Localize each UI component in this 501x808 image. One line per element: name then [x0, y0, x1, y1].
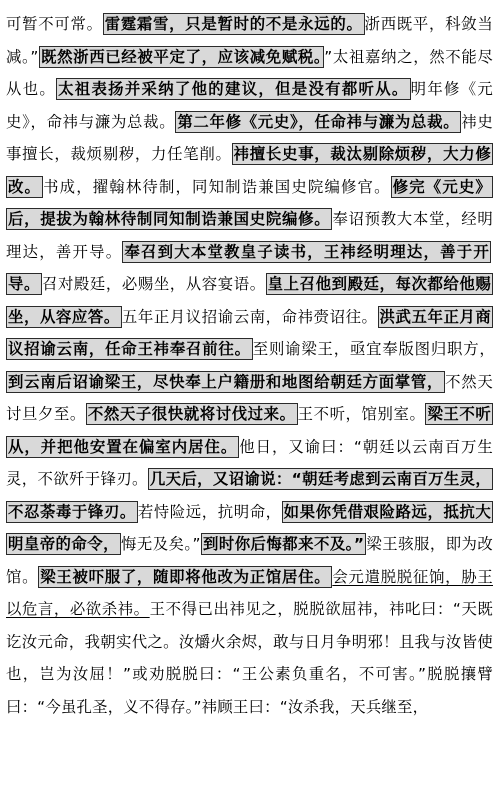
- original-text-segment: 王不听，馆别室。: [297, 405, 426, 423]
- translation-highlight: 到云南后诏谕梁王，尽快奉上户籍册和地图给朝廷方面掌管，: [8, 372, 444, 391]
- original-text-segment: ”太祖嘉纳之，然不能尽从也。: [6, 47, 493, 98]
- original-text-segment: 书成，擢翰林待制，同知制诰兼国史院编修官。: [43, 177, 391, 196]
- original-text-segment: 可暂不可常。: [6, 15, 103, 33]
- translation-highlight: 太祖表扬并采纳了他的建议，但是没有都听从。: [58, 80, 409, 98]
- translation-highlight: 如果你凭借艰险路远，抵抗大明皇帝的命令，: [8, 502, 491, 553]
- original-text-segment: 浙西既平，科敛当减。”: [6, 15, 493, 66]
- translation-highlight: 梁王不听从，并把他安置在偏室内居住。: [8, 405, 491, 456]
- translation-highlight: 不然天子很快就将讨伐过来。: [87, 405, 296, 423]
- original-text-segment: 奉诏预教大本堂，经明理达，善开导。: [6, 210, 493, 261]
- original-text-segment: 五年正月议招谕云南，命祎赍诏往。: [121, 307, 378, 326]
- original-text-segment: 他日，又谕曰：“朝廷以云南百万生灵，不欲歼于锋刃。: [6, 437, 493, 488]
- original-text-segment: 若恃险远，抗明命，: [137, 502, 282, 521]
- original-text-segment: 不然天讨旦夕至。: [6, 372, 493, 423]
- translation-highlight: 雷霆霜雪，只是暂时的不是永远的。: [104, 15, 363, 33]
- original-text-segment: 祎史事擅长，裁烦剔秽，力任笔削。: [6, 112, 493, 163]
- translation-highlight: 皇上召他到殿廷，每次都给他赐坐，从容应答。: [8, 275, 491, 326]
- original-text-segment: 至则谕梁王，亟宜奉版图归职方，: [252, 340, 495, 358]
- translation-highlight: 几天后，又诏谕说：“朝廷考虑到云南百万生灵，不忍荼毒于锋刃。: [8, 470, 491, 521]
- original-text-segment: 王不得已出祎见之，脱脱欲屈祎，祎叱曰：“天既讫汝元命，我朝实代之。汝爝火余烬，敢与日月争明邪！且我与汝皆使也，岂为汝屈！”或劝脱脱曰：“王公素负重名，不可害。”脱脱攘臂曰：“今虽孔圣，义不得存。”祎顾王曰：“汝杀我，天兵继至，: [6, 600, 493, 716]
- translation-highlight: 第二年修《元史》，任命祎与濂为总裁。: [177, 112, 460, 131]
- translation-highlight: 修完《元史》后，提拔为翰林待制同知制诰兼国史院编修。: [8, 177, 492, 228]
- underlined-sentence: 会元遣脱脱征饷，胁王以危言，必欲杀祎。: [6, 567, 493, 618]
- original-text-segment: 召对殿廷，必赐坐，从容宴语。: [41, 275, 266, 293]
- translation-highlight: 到时你后悔都来不及。”: [202, 535, 365, 553]
- translation-highlight: 洪武五年正月商议招谕云南，任命王祎奉召前往。: [8, 307, 491, 358]
- document-body-text: [6, 8, 493, 723]
- original-text-segment: 梁王骇服，即为改馆。: [6, 535, 493, 586]
- translation-highlight: 奉召到大本堂教皇子读书，王祎经明理达，善于开导。: [8, 242, 489, 293]
- original-text-segment: 明年修《元史》，命祎与濂为总裁。: [6, 80, 493, 131]
- original-text-segment: 悔无及矣。”: [120, 535, 201, 553]
- translation-highlight: 祎擅长史事，裁汰剔除烦秽，大力修改。: [8, 145, 491, 196]
- translation-highlight: 梁王被吓服了，随即将他改为正馆居住。: [40, 567, 331, 586]
- translation-highlight: 既然浙西已经被平定了，应该减免赋税。: [40, 47, 323, 66]
